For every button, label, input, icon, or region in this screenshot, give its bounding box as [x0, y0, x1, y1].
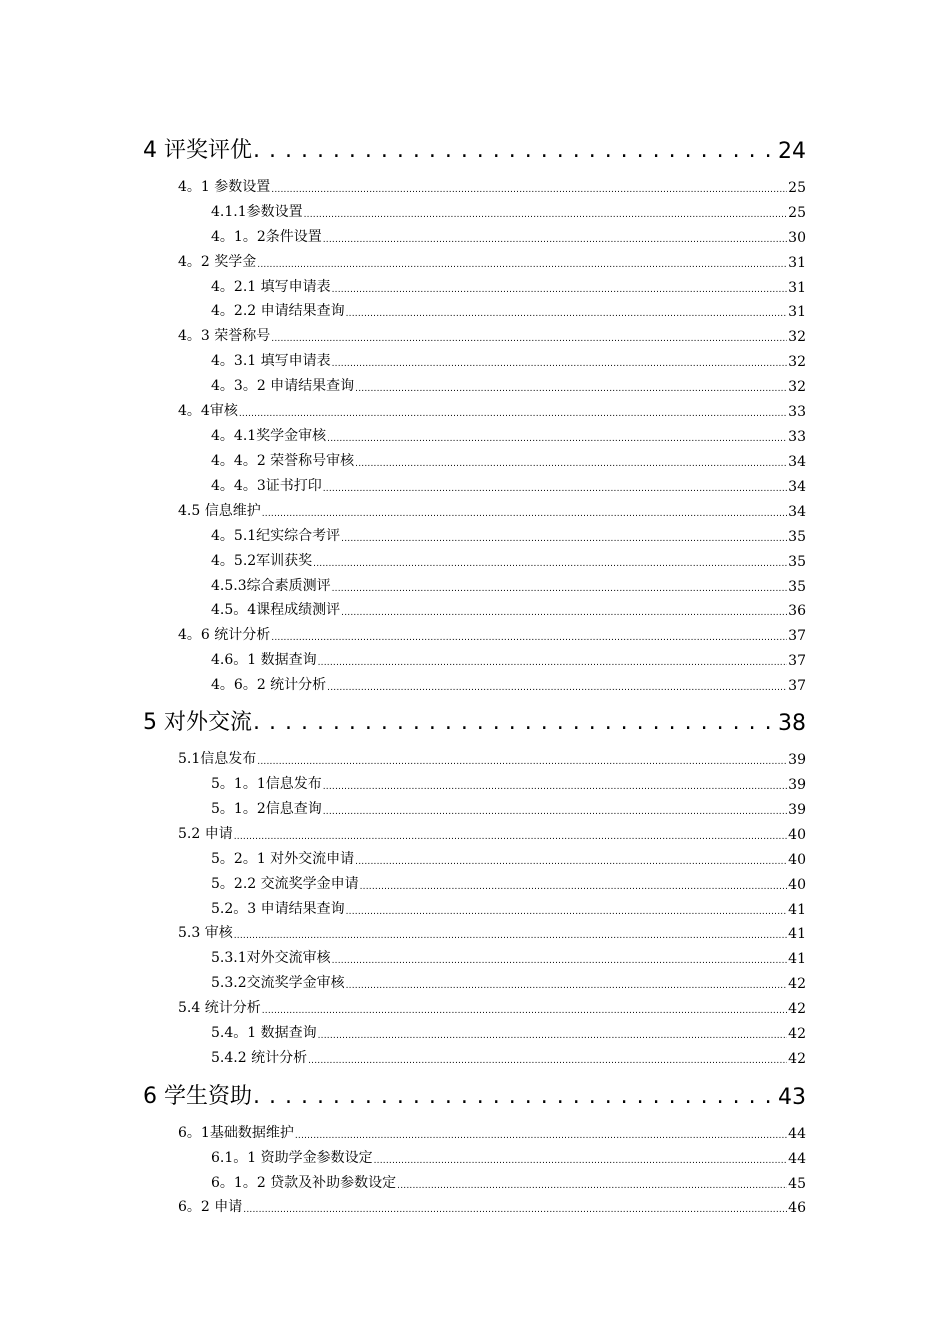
toc-entry-section[interactable] — [178, 1196, 806, 1216]
toc-entry-page: 37 — [788, 678, 806, 694]
toc-entry-subsection[interactable] — [211, 773, 806, 793]
toc-entry-subsection[interactable] — [211, 1147, 806, 1167]
dot-leader — [346, 978, 788, 992]
toc-entry-page: 34 — [788, 504, 806, 520]
dot-leader — [327, 680, 787, 694]
dot-leader — [257, 754, 787, 768]
dot-leader — [262, 1003, 787, 1017]
toc-entry-section[interactable] — [178, 400, 806, 420]
toc-entry-section[interactable] — [178, 176, 806, 196]
toc-entry-title: 4。6 统计分析 — [178, 627, 271, 643]
toc-entry-page: 42 — [788, 1001, 806, 1017]
dot-leader — [253, 714, 777, 736]
toc-entry-title: 5。1。2信息查询 — [211, 801, 322, 817]
toc-entry-title: 5。2。1 对外交流申请 — [211, 851, 355, 867]
dot-leader — [346, 904, 788, 918]
toc-entry-title: 6。1。2 贷款及补助参数设定 — [211, 1175, 397, 1191]
toc-entry-section[interactable] — [178, 1122, 806, 1142]
dot-leader — [271, 630, 787, 644]
toc-entry-section[interactable] — [178, 325, 806, 345]
toc-entry-subsection[interactable] — [211, 947, 806, 967]
toc-entry-subsection[interactable] — [211, 599, 806, 619]
toc-entry-title: 4。2.1 填写申请表 — [211, 279, 331, 295]
toc-entry-title: 4。1。2条件设置 — [211, 229, 322, 245]
toc-entry-title: 4.5。4课程成绩测评 — [211, 602, 341, 618]
toc-entry-title: 6。1基础数据维护 — [178, 1125, 294, 1141]
toc-entry-title: 4。1 参数设置 — [178, 179, 271, 195]
toc-entry-page: 44 — [788, 1126, 806, 1142]
dot-leader — [355, 854, 787, 868]
toc-entry-subsection[interactable] — [211, 375, 806, 395]
toc-entry-title: 4。5.2军训获奖 — [211, 553, 313, 569]
toc-entry-page: 37 — [788, 628, 806, 644]
toc-entry-page: 38 — [778, 711, 806, 736]
toc-entry-title: 4。6。2 统计分析 — [211, 677, 327, 693]
toc-entry-title: 6。2 申请 — [178, 1199, 243, 1215]
toc-entry-subsection[interactable] — [211, 1047, 806, 1067]
toc-entry-title: 4.6。1 数据查询 — [211, 652, 317, 668]
toc-entry-title: 4.5 信息维护 — [178, 503, 261, 519]
toc-entry-subsection[interactable] — [211, 550, 806, 570]
toc-entry-page: 31 — [788, 255, 806, 271]
toc-entry-page: 35 — [788, 529, 806, 545]
toc-entry-title: 4.1.1参数设置 — [211, 204, 303, 220]
toc-entry-subsection[interactable] — [211, 350, 806, 370]
toc-entry-page: 25 — [788, 180, 806, 196]
toc-entry-section[interactable] — [178, 922, 806, 942]
toc-entry-page: 42 — [788, 1026, 806, 1042]
toc-entry-chapter[interactable] — [143, 134, 806, 164]
toc-entry-subsection[interactable] — [211, 226, 806, 246]
toc-entry-subsection[interactable] — [211, 450, 806, 470]
dot-leader — [332, 953, 788, 967]
dot-leader — [318, 655, 788, 669]
toc-entry-page: 40 — [788, 852, 806, 868]
dot-leader — [332, 356, 788, 370]
toc-entry-page: 30 — [788, 230, 806, 246]
toc-entry-page: 45 — [788, 1176, 806, 1192]
toc-entry-title: 5。2.2 交流奖学金申请 — [211, 876, 359, 892]
dot-leader — [346, 306, 788, 320]
toc-entry-title: 5.4。1 数据查询 — [211, 1025, 317, 1041]
dot-leader — [234, 829, 787, 843]
toc-entry-subsection[interactable] — [211, 276, 806, 296]
dot-leader — [313, 556, 787, 570]
toc-entry-title: 4。2 奖学金 — [178, 254, 257, 270]
toc-entry-section[interactable] — [178, 823, 806, 843]
dot-leader — [332, 581, 788, 595]
dot-leader — [323, 804, 787, 818]
dot-leader — [360, 879, 788, 893]
toc-entry-page: 24 — [778, 139, 806, 164]
dot-leader — [262, 506, 787, 520]
toc-entry-page: 40 — [788, 827, 806, 843]
toc-entry-subsection[interactable] — [211, 575, 806, 595]
toc-entry-page: 37 — [788, 653, 806, 669]
toc-entry-title: 4。4审核 — [178, 403, 238, 419]
toc-entry-page: 39 — [788, 752, 806, 768]
toc-entry-subsection[interactable] — [211, 1172, 806, 1192]
toc-entry-title: 4。3。2 申请结果查询 — [211, 378, 355, 394]
dot-leader — [323, 481, 787, 495]
toc-entry-subsection[interactable] — [211, 649, 806, 669]
toc-entry-chapter[interactable] — [143, 1080, 806, 1110]
toc-entry-page: 41 — [788, 926, 806, 942]
toc-entry-page: 34 — [788, 479, 806, 495]
toc-entry-page: 42 — [788, 1051, 806, 1067]
toc-entry-page: 31 — [788, 280, 806, 296]
toc-entry-section[interactable] — [178, 251, 806, 271]
dot-leader — [243, 1202, 787, 1216]
toc-entry-section[interactable] — [178, 500, 806, 520]
toc-entry-title: 5。1。1信息发布 — [211, 776, 322, 792]
toc-entry-title: 5.2 申请 — [178, 826, 233, 842]
toc-entry-title: 5.2。3 申请结果查询 — [211, 901, 345, 917]
toc-entry-page: 35 — [788, 579, 806, 595]
dot-leader — [341, 531, 787, 545]
toc-entry-subsection[interactable] — [211, 525, 806, 545]
toc-entry-section[interactable] — [178, 624, 806, 644]
toc-entry-section[interactable] — [178, 748, 806, 768]
dot-leader — [271, 331, 787, 345]
dot-leader — [295, 1128, 787, 1142]
toc-entry-title: 5 对外交流 — [143, 710, 252, 735]
toc-entry-subsection[interactable] — [211, 898, 806, 918]
dot-leader — [332, 282, 788, 296]
toc-entry-subsection[interactable] — [211, 300, 806, 320]
toc-entry-title: 4。5.1纪实综合考评 — [211, 528, 341, 544]
toc-entry-title: 5.3.1对外交流审核 — [211, 950, 331, 966]
toc-entry-page: 34 — [788, 454, 806, 470]
toc-entry-page: 35 — [788, 554, 806, 570]
toc-entry-title: 4.5.3综合素质测评 — [211, 578, 331, 594]
dot-leader — [234, 928, 787, 942]
dot-leader — [327, 431, 787, 445]
dot-leader — [257, 257, 787, 271]
dot-leader — [341, 605, 787, 619]
toc-entry-title: 5.3 审核 — [178, 925, 233, 941]
dot-leader — [355, 456, 787, 470]
toc-entry-title: 4 评奖评优 — [143, 138, 252, 163]
toc-entry-title: 5.4.2 统计分析 — [211, 1050, 308, 1066]
toc-entry-page: 42 — [788, 976, 806, 992]
toc-entry-subsection[interactable] — [211, 972, 806, 992]
toc-entry-subsection[interactable] — [211, 201, 806, 221]
dot-leader — [323, 232, 787, 246]
toc-entry-page: 39 — [788, 777, 806, 793]
toc-entry-subsection[interactable] — [211, 475, 806, 495]
toc-entry-chapter[interactable] — [143, 706, 806, 736]
toc-entry-page: 40 — [788, 877, 806, 893]
toc-entry-subsection[interactable] — [211, 674, 806, 694]
toc-entry-title: 6 学生资助 — [143, 1084, 252, 1109]
toc-entry-page: 31 — [788, 304, 806, 320]
dot-leader — [308, 1053, 787, 1067]
toc-entry-subsection[interactable] — [211, 1022, 806, 1042]
toc-entry-subsection[interactable] — [211, 425, 806, 445]
toc-entry-title: 4。4。3证书打印 — [211, 478, 322, 494]
dot-leader — [323, 779, 787, 793]
toc-entry-page: 25 — [788, 205, 806, 221]
dot-leader — [318, 1028, 788, 1042]
toc-entry-title: 4。2.2 申请结果查询 — [211, 303, 345, 319]
dot-leader — [374, 1153, 788, 1167]
toc-entry-title: 5.4 统计分析 — [178, 1000, 261, 1016]
toc-entry-page: 36 — [788, 603, 806, 619]
toc-entry-page: 33 — [788, 429, 806, 445]
toc-entry-page: 39 — [788, 802, 806, 818]
toc-entry-subsection[interactable] — [211, 848, 806, 868]
dot-leader — [271, 182, 787, 196]
toc-entry-page: 32 — [788, 329, 806, 345]
toc-entry-title: 4。3.1 填写申请表 — [211, 353, 331, 369]
dot-leader — [253, 142, 777, 164]
toc-entry-page: 33 — [788, 404, 806, 420]
toc-entry-subsection[interactable] — [211, 798, 806, 818]
toc-entry-title: 5.3.2交流奖学金审核 — [211, 975, 345, 991]
toc-entry-title: 4。4。2 荣誉称号审核 — [211, 453, 355, 469]
toc-entry-page: 44 — [788, 1151, 806, 1167]
toc-entry-section[interactable] — [178, 997, 806, 1017]
dot-leader — [239, 406, 787, 420]
toc-entry-title: 6.1。1 资助学金参数设定 — [211, 1150, 373, 1166]
toc-entry-title: 4。3 荣誉称号 — [178, 328, 271, 344]
toc-entry-page: 32 — [788, 379, 806, 395]
toc-entry-page: 43 — [778, 1085, 806, 1110]
toc-entry-page: 32 — [788, 354, 806, 370]
toc-entry-title: 4。4.1奖学金审核 — [211, 428, 327, 444]
dot-leader — [304, 207, 788, 221]
toc-entry-title: 5.1信息发布 — [178, 751, 257, 767]
dot-leader — [253, 1088, 777, 1110]
toc-entry-subsection[interactable] — [211, 873, 806, 893]
dot-leader — [397, 1178, 787, 1192]
toc-entry-page: 41 — [788, 951, 806, 967]
toc-entry-page: 41 — [788, 902, 806, 918]
dot-leader — [355, 381, 787, 395]
toc-entry-page: 46 — [788, 1200, 806, 1216]
